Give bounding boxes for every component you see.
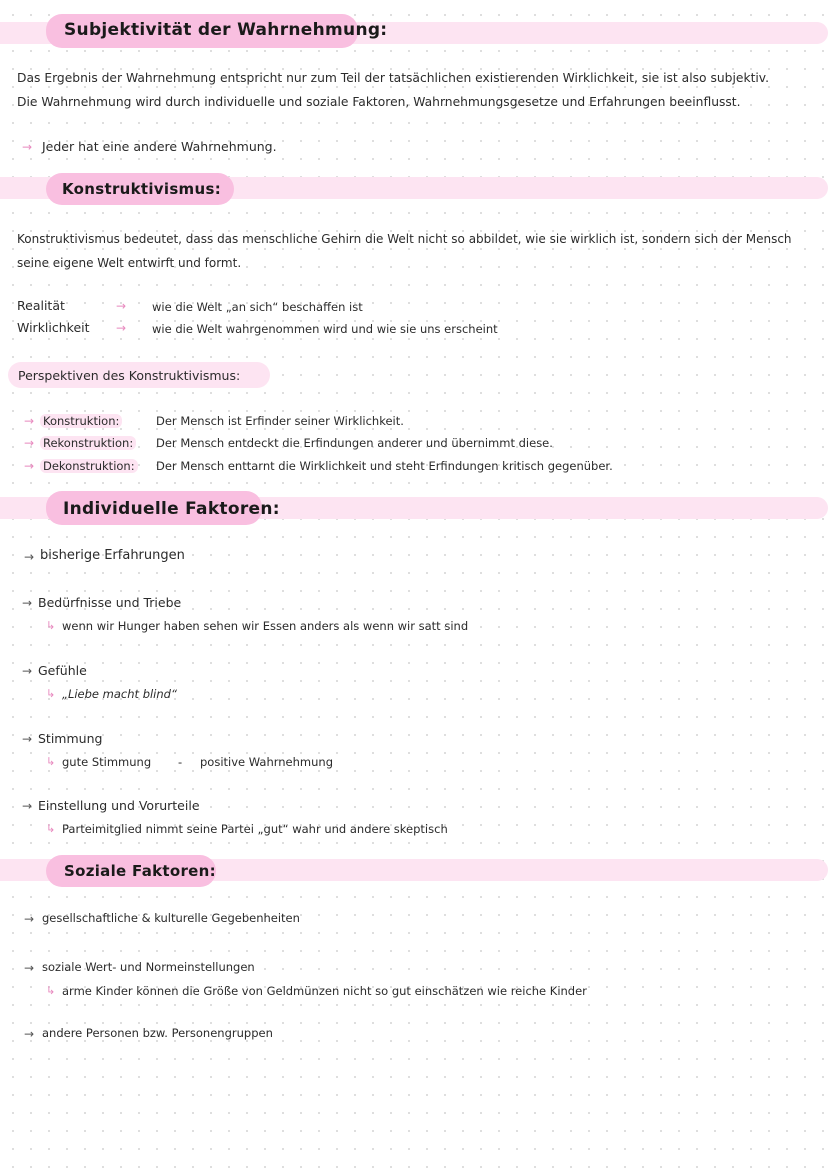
paragraph-line: seine eigene Welt entwirft und formt. xyxy=(17,256,242,270)
paragraph-line: Das Ergebnis der Wahrnehmung entspricht nur zum Teil der tatsächlichen existierenden Wirklichkeit, sie ist also subjektiv. xyxy=(17,71,770,85)
factor-item: andere Personen bzw. Personengruppen xyxy=(42,1026,273,1040)
factor-example: gute Stimmung xyxy=(62,755,152,769)
sub-arrow-icon: ↳ xyxy=(46,822,56,835)
factor-item: Bedürfnisse und Triebe xyxy=(38,595,182,610)
sub-arrow-icon: ↳ xyxy=(46,687,56,700)
factor-item: Stimmung xyxy=(38,731,103,746)
perspective-term-label: Dekonstruktion: xyxy=(40,459,138,473)
arrow-icon: → xyxy=(116,299,127,313)
arrow-icon: → xyxy=(22,732,33,746)
perspective-def: Der Mensch entdeckt die Erfindungen anderer und übernimmt diese. xyxy=(156,436,553,450)
factor-item: bisherige Erfahrungen xyxy=(40,548,185,563)
perspective-def: Der Mensch enttarnt die Wirklichkeit und steht Erfindungen kritisch gegenüber. xyxy=(156,459,613,473)
arrow-icon: → xyxy=(24,912,35,926)
heading-subjektivitaet: Subjektivität der Wahrnehmung: xyxy=(64,20,388,40)
perspective-def: Der Mensch ist Erfinder seiner Wirklichkeit. xyxy=(156,414,404,428)
arrow-icon: → xyxy=(24,550,35,564)
arrow-icon: → xyxy=(24,961,35,975)
factor-example: wenn wir Hunger haben sehen wir Essen anders als wenn wir satt sind xyxy=(62,619,469,633)
factor-example: „Liebe macht blind“ xyxy=(62,687,177,701)
perspective-term xyxy=(40,459,138,473)
heading-konstruktivismus: Konstruktivismus: xyxy=(62,180,221,198)
perspective-term-label: Konstruktion: xyxy=(40,414,122,428)
bullet-text: Jeder hat eine andere Wahrnehmung. xyxy=(42,139,277,154)
arrow-icon: → xyxy=(22,664,33,678)
factor-item: soziale Wert- und Normeinstellungen xyxy=(42,960,255,974)
arrow-icon: → xyxy=(22,140,33,154)
definition-wirklichkeit: wie die Welt wahrgenommen wird und wie sie uns erscheint xyxy=(152,322,498,336)
arrow-icon: → xyxy=(24,1027,35,1041)
arrow-icon: → xyxy=(24,459,35,473)
arrow-icon: → xyxy=(24,414,35,428)
heading-sozial: Soziale Faktoren: xyxy=(64,862,216,880)
arrow-icon: → xyxy=(22,596,33,610)
heading-individuell: Individuelle Faktoren: xyxy=(63,499,280,519)
arrow-icon: → xyxy=(116,321,127,335)
factor-item: Gefühle xyxy=(38,663,87,678)
arrow-icon: → xyxy=(22,799,33,813)
definition-realitaet: wie die Welt „an sich“ beschaffen ist xyxy=(152,300,363,314)
perspective-term xyxy=(40,436,136,450)
term-realitaet: Realität xyxy=(17,298,65,313)
factor-example-separator: - xyxy=(178,755,183,769)
paragraph-line: Konstruktivismus bedeutet, dass das menschliche Gehirn die Welt nicht so abbildet, wie sie wirklich ist, sondern sich der Mensch xyxy=(17,232,792,246)
factor-item: Einstellung und Vorurteile xyxy=(38,798,200,813)
perspective-term xyxy=(40,414,122,428)
arrow-icon: → xyxy=(24,436,35,450)
factor-item: gesellschaftliche & kulturelle Gegebenheiten xyxy=(42,911,300,925)
sub-arrow-icon: ↳ xyxy=(46,619,56,632)
term-wirklichkeit: Wirklichkeit xyxy=(17,320,90,335)
factor-example: positive Wahrnehmung xyxy=(200,755,333,769)
perspective-term-label: Rekonstruktion: xyxy=(40,436,136,450)
sub-arrow-icon: ↳ xyxy=(46,755,56,768)
factor-example: arme Kinder können die Größe von Geldmünzen nicht so gut einschätzen wie reiche Kinder xyxy=(62,984,587,998)
heading-perspektiven: Perspektiven des Konstruktivismus: xyxy=(18,368,241,383)
sub-arrow-icon: ↳ xyxy=(46,984,56,997)
paragraph-line: Die Wahrnehmung wird durch individuelle und soziale Faktoren, Wahrnehmungsgesetze und Erfahrungen beeinflusst. xyxy=(17,95,741,109)
factor-example: Parteimitglied nimmt seine Partei „gut“ wahr und andere skeptisch xyxy=(62,822,448,836)
